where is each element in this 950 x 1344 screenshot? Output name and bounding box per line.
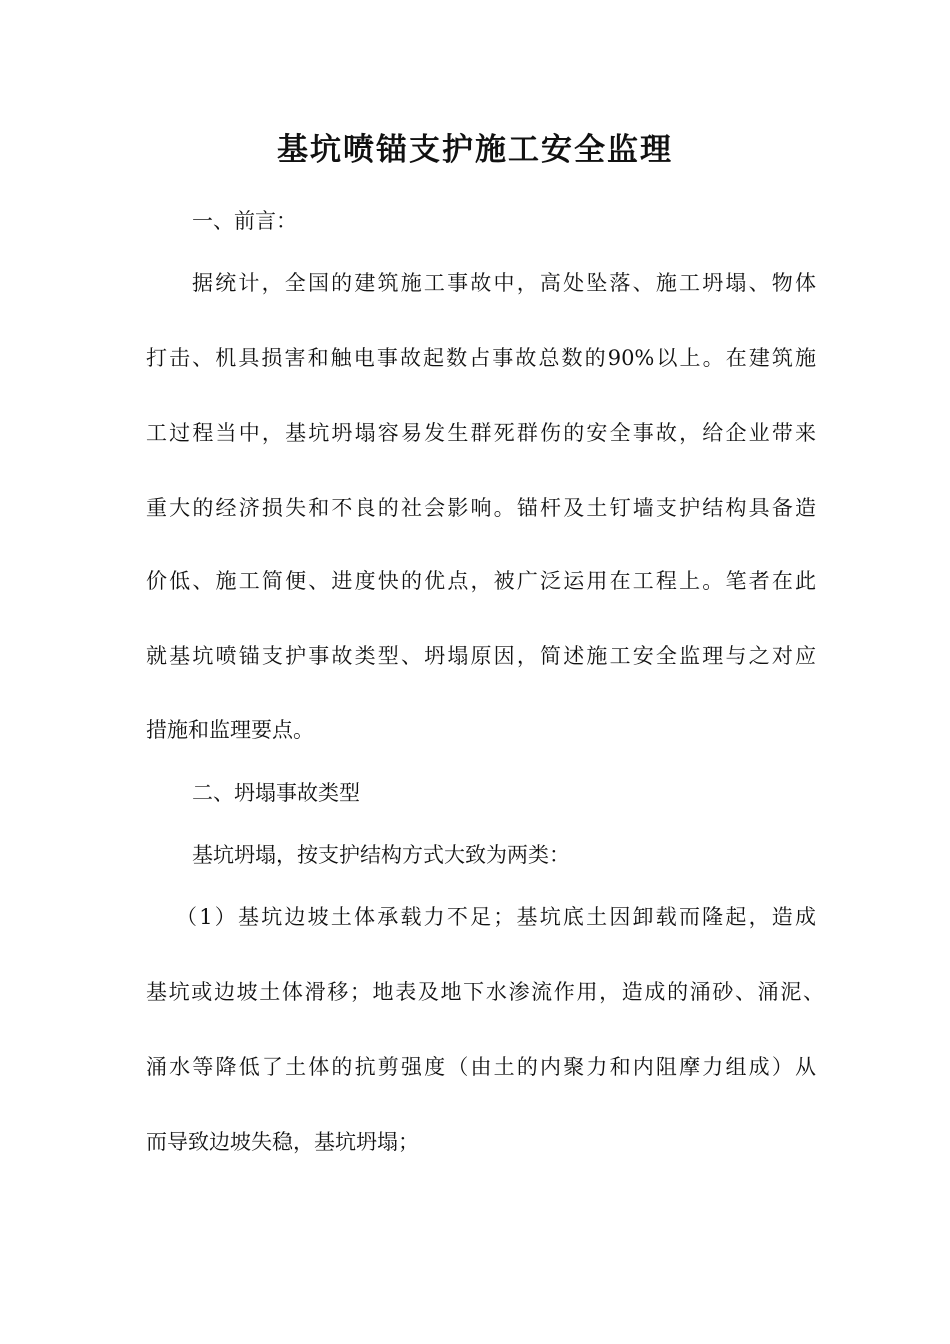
paragraph-line: 措施和监理要点。 [146,718,314,742]
paragraph-line: 打击、机具损害和触电事故起数占事故总数的90%以上。在建筑施 [146,346,816,370]
paragraph-line: 工过程当中，基坑坍塌容易发生群死群伤的安全事故，给企业带来 [146,421,816,445]
paragraph-line: 据统计，全国的建筑施工事故中，高处坠落、施工坍塌、物体 [192,271,816,295]
paragraph-line: 基坑或边坡土体滑移；地表及地下水渗流作用，造成的涌砂、涌泥、 [146,980,824,1004]
paragraph-line: （1）基坑边坡土体承载力不足；基坑底土因卸载而隆起，造成 [176,905,816,929]
paragraph-line: 价低、施工简便、进度快的优点，被广泛运用在工程上。笔者在此 [146,569,816,593]
paragraph-line: 涌水等降低了土体的抗剪强度（由土的内聚力和内阻摩力组成）从 [146,1055,816,1079]
document-title: 基坑喷锚支护施工安全监理 [277,132,673,168]
paragraph-line: 基坑坍塌，按支护结构方式大致为两类： [192,843,570,867]
heading-preface: 一、前言： [192,209,297,233]
paragraph-line: 重大的经济损失和不良的社会影响。锚杆及土钉墙支护结构具备造 [146,496,816,520]
paragraph-line: 就基坑喷锚支护事故类型、坍塌原因，简述施工安全监理与之对应 [146,644,816,668]
paragraph-line: 而导致边坡失稳，基坑坍塌； [146,1130,419,1154]
heading-collapse-types: 二、坍塌事故类型 [192,781,360,805]
